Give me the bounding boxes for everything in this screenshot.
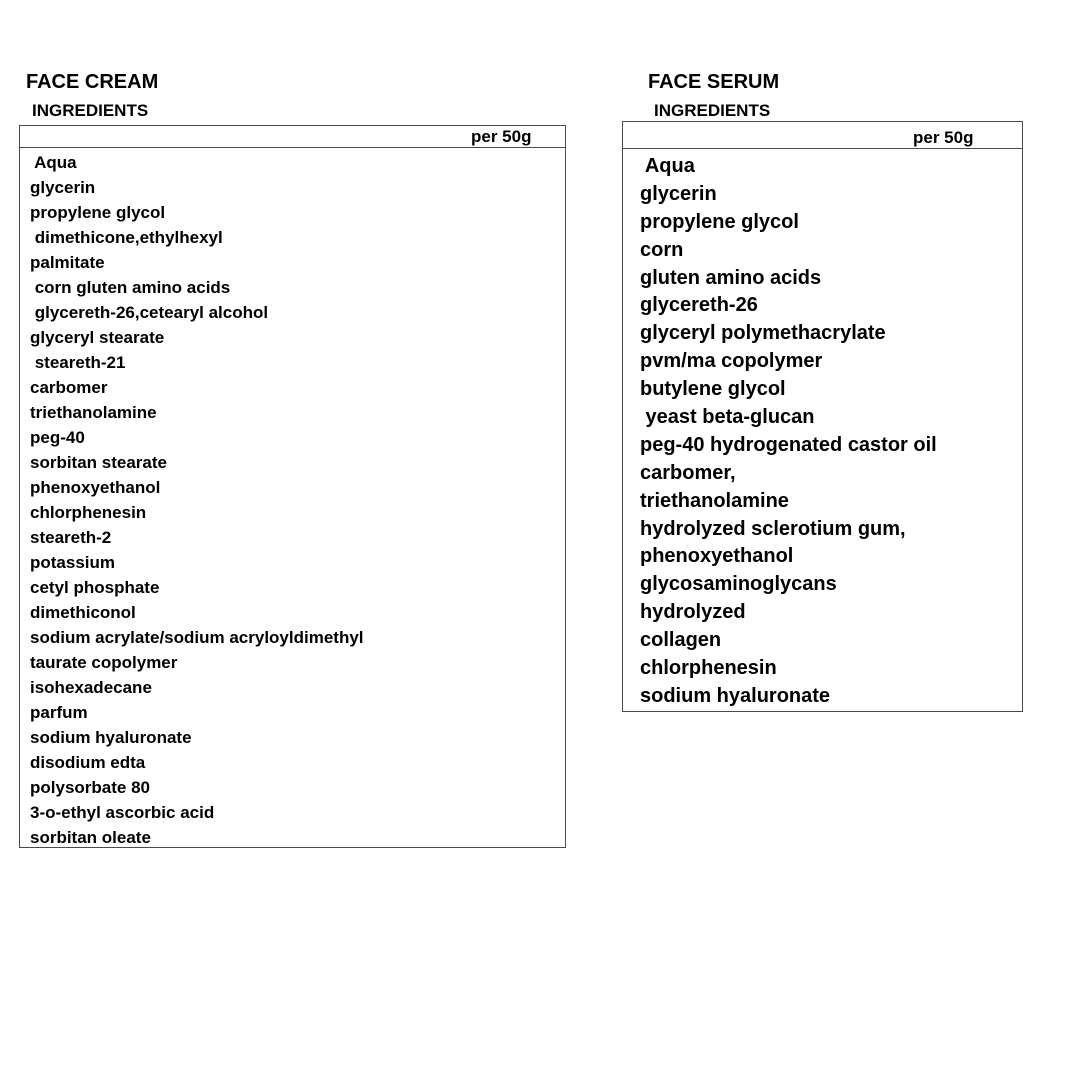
ingredient-item: yeast beta-glucan <box>640 406 815 429</box>
face-cream-ingredients-heading: INGREDIENTS <box>32 101 149 120</box>
ingredient-item: butylene glycol <box>640 378 786 401</box>
ingredient-item: potassium <box>30 553 116 572</box>
face-serum-ingredients-heading: INGREDIENTS <box>654 101 771 120</box>
ingredient-item: glycereth-26,cetearyl alcohol <box>30 303 269 322</box>
ingredient-item: isohexadecane <box>30 678 152 697</box>
ingredient-item: corn gluten amino acids <box>30 278 231 297</box>
ingredient-item: glycerin <box>30 178 96 197</box>
face-cream-table-header <box>20 126 565 148</box>
face-serum-ingredient-list <box>623 149 1022 711</box>
ingredient-item: disodium edta <box>30 753 146 772</box>
ingredient-item: Aqua <box>30 153 77 172</box>
ingredient-item: hydrolyzed sclerotium gum, <box>640 517 906 540</box>
ingredient-item: corn <box>640 238 684 261</box>
ingredient-item: carbomer, <box>640 461 736 484</box>
ingredient-item: glycereth-26 <box>640 294 758 317</box>
ingredient-item: carbomer <box>30 378 108 397</box>
ingredient-item: chlorphenesin <box>30 503 147 522</box>
ingredient-item: parfum <box>30 703 88 722</box>
ingredient-item: propylene glycol <box>640 210 799 233</box>
ingredient-item: peg-40 <box>30 428 85 447</box>
face-serum-ingredients-table <box>622 121 1023 712</box>
ingredient-item: dimethicone,ethylhexyl <box>30 228 223 247</box>
face-cream-title: FACE CREAM <box>26 71 159 93</box>
face-serum-per-amount-label: per 50g <box>913 128 974 147</box>
ingredient-item: sodium hyaluronate <box>30 728 192 747</box>
ingredient-item: propylene glycol <box>30 203 166 222</box>
ingredient-item: glycerin <box>640 182 717 205</box>
face-cream-ingredients-table <box>19 125 566 848</box>
ingredient-item: phenoxyethanol <box>30 478 161 497</box>
ingredient-item: glycosaminoglycans <box>640 573 837 596</box>
face-serum-table-header <box>623 122 1022 149</box>
ingredient-item: palmitate <box>30 253 105 272</box>
ingredient-item: sodium hyaluronate <box>640 684 831 707</box>
ingredient-item: steareth-2 <box>30 528 112 547</box>
ingredient-item: polysorbate 80 <box>30 778 150 797</box>
ingredient-item: steareth-21 <box>30 353 126 372</box>
ingredient-item: triethanolamine <box>30 403 157 422</box>
face-cream-ingredient-list <box>20 148 565 850</box>
ingredient-item: taurate copolymer <box>30 653 178 672</box>
ingredient-item: sorbitan stearate <box>30 453 167 472</box>
ingredient-item: hydrolyzed <box>640 601 746 624</box>
ingredient-item: 3-o-ethyl ascorbic acid <box>30 803 215 822</box>
face-serum-title: FACE SERUM <box>648 71 780 93</box>
ingredient-item: glyceryl polymethacrylate <box>640 322 886 345</box>
ingredient-item: dimethiconol <box>30 603 136 622</box>
ingredient-item: Aqua <box>640 155 695 177</box>
ingredient-item: sorbitan oleate <box>30 828 151 847</box>
ingredient-item: triethanolamine <box>640 489 789 512</box>
ingredient-item: cetyl phosphate <box>30 578 160 597</box>
ingredient-item: chlorphenesin <box>640 657 777 680</box>
ingredient-item: peg-40 hydrogenated castor oil <box>640 433 937 456</box>
ingredient-item: gluten amino acids <box>640 266 822 289</box>
ingredient-item: sodium acrylate/sodium acryloyldimethyl <box>30 628 364 647</box>
ingredient-item: glyceryl stearate <box>30 328 165 347</box>
ingredient-item: phenoxyethanol <box>640 545 794 568</box>
ingredient-item: collagen <box>640 629 722 652</box>
ingredient-item: pvm/ma copolymer <box>640 350 823 373</box>
face-cream-per-amount-label: per 50g <box>471 127 532 146</box>
